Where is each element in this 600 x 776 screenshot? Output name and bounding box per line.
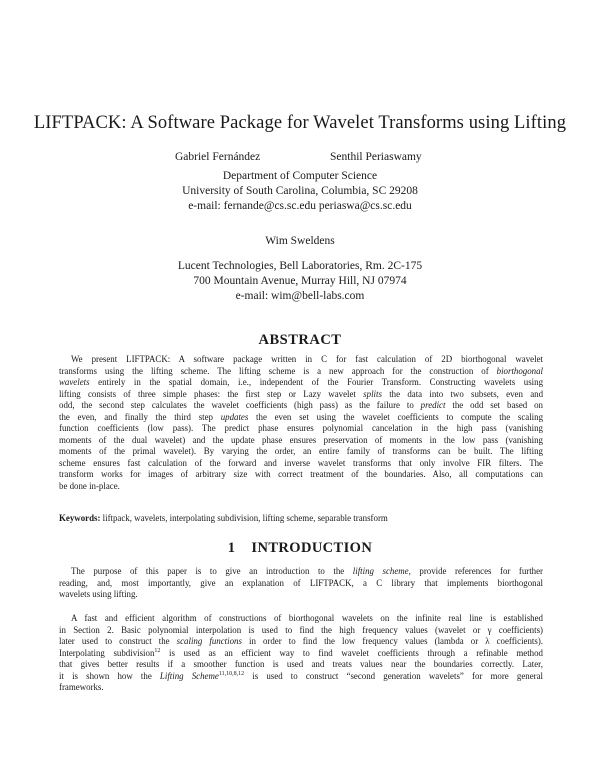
abstract-line: wavelets entirely in the spatial domain, i.e., independent of the Fourier Transform. Constructing wavelets using — [59, 377, 543, 388]
author-periaswamy: Senthil Periaswamy — [330, 151, 422, 163]
abstract-line: We present LIFTPACK: A software package written in C for fast calculation of 2D biorthogonal wavelet — [71, 354, 543, 364]
intro-paragraph-1 — [59, 566, 543, 601]
keywords-line — [59, 513, 543, 523]
abstract-body — [59, 354, 543, 493]
section-title: INTRODUCTION — [251, 540, 373, 556]
affiliation-line: Department of Computer Science — [222, 170, 378, 182]
abstract-line: transforms using the lifting scheme. The lifting scheme is a new approach for the construction of biorthogonal — [59, 365, 543, 376]
intro-line: frameworks. — [59, 682, 104, 693]
intro-line: that gives better results if a smoother function is used and treats values near the boundaries correctly. Later, — [59, 659, 543, 670]
abstract-line: scheme ensures fast calculation of the forward and inverse wavelet transforms that only involve FIR filters. The — [59, 457, 543, 468]
author-fernandez: Gabriel Fernández — [175, 151, 261, 163]
intro-line: A fast and efficient algorithm of constructions of biorthogonal wavelets on the infinite real line is established — [71, 613, 543, 623]
intro-line: in Section 2. Basic polynomial interpolation is used to find the high frequency values (wavelet or γ coefficients) — [59, 624, 543, 635]
affiliation-bell-labs — [0, 259, 600, 304]
affiliation-line: Lucent Technologies, Bell Laboratories, Rm. 2C-175 — [177, 260, 423, 272]
abstract-line: moments of the dual wavelet) and the update phase ensures preservation of moments in the low pass (vanishing — [59, 434, 543, 445]
section-heading-introduction — [0, 540, 600, 557]
affiliation-emails: e-mail: fernande@cs.sc.edu periaswa@cs.sc.edu — [188, 200, 412, 212]
section-number: 1 — [227, 540, 236, 556]
abstract-line: the even, and finally the third step updates the even set using the wavelet coefficients to compute the scaling — [59, 411, 543, 422]
keywords-label: Keywords: — [59, 513, 101, 523]
intro-line: wavelets using lifting. — [59, 589, 138, 600]
intro-line: The purpose of this paper is to give an introduction to the lifting scheme, provide references for further — [71, 566, 543, 576]
intro-line: it is shown how the Lifting Scheme$^{11,10,8,12}$ is used to construct “second generation wavelets” for more general — [59, 670, 543, 681]
keywords-list: liftpack, wavelets, interpolating subdivision, lifting scheme, separable transform — [102, 513, 388, 523]
affiliation-south-carolina — [0, 169, 600, 214]
author-row — [0, 151, 600, 165]
abstract-line: function coefficients (low pass). The predict phase ensures polynomial cancelation in the high pass (vanishing — [59, 423, 543, 434]
abstract-line: lifting consists of three simple phases: the first step or Lazy wavelet splits the data into two subsets, even and — [59, 388, 543, 399]
abstract-heading: ABSTRACT — [258, 332, 342, 348]
paper-title: LIFTPACK: A Software Package for Wavelet Transforms using Lifting — [33, 113, 567, 133]
abstract-line: be done in-place. — [59, 481, 120, 492]
intro-line: Interpolating subdivision$^{12}$ is used as an efficient way to find wavelet coefficients through a refinable method — [59, 647, 543, 658]
abstract-line: odd, the second step calculates the wavelet coefficients (high pass) as the failure to predict the odd set based on — [59, 400, 543, 411]
abstract-line: moments of the primal wavelet). By varying the order, an entire family of transforms can be built. The lifting — [59, 446, 543, 457]
intro-line: reading, and, most importantly, give an explanation of LIFTPACK, a C library that implements biorthogonal — [59, 577, 543, 588]
author-sweldens: Wim Sweldens — [265, 235, 335, 247]
intro-line: later used to construct the scaling functions in order to find the low frequency values (lambda or λ coefficients). — [59, 636, 543, 647]
intro-paragraph-2 — [59, 613, 543, 694]
abstract-line: transform works for images of arbitrary size with correct treatment of the boundaries. Also, all computations can — [59, 469, 543, 480]
affiliation-line: 700 Mountain Avenue, Murray Hill, NJ 07974 — [193, 275, 407, 287]
affiliation-emails: e-mail: wim@bell-labs.com — [235, 290, 365, 302]
affiliation-line: University of South Carolina, Columbia, SC 29208 — [182, 185, 418, 197]
